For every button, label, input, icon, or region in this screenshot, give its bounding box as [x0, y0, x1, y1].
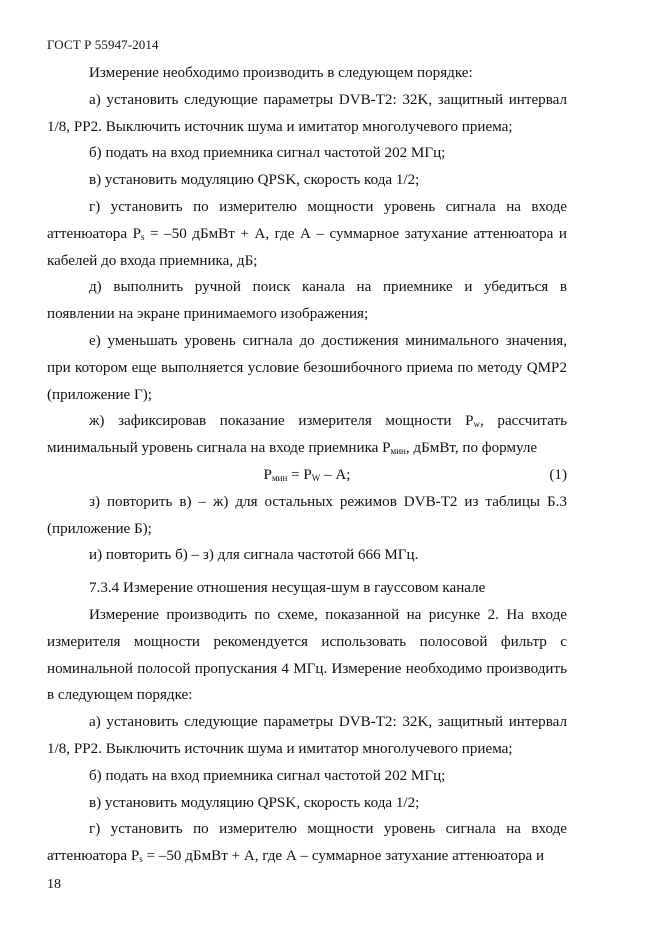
subscript-w: w — [473, 419, 481, 430]
document-body — [47, 60, 567, 870]
step-b-frequency: б) подать на вход приемника сигнал частотой 202 МГц; — [89, 145, 446, 162]
formula-rhs-tail: – А; — [320, 466, 351, 483]
step-g2-text-start: г) установить по измерителю мощности уровень сигнала на входе аттенюатора P — [47, 821, 567, 865]
step-z-repeat: з) повторить в) – ж) для остальных режимов DVB-T2 из таблицы Б.3 (приложение Б); — [47, 493, 567, 537]
step-g-signal-level-2 — [47, 816, 567, 870]
section-title: 7.3.4 Измерение отношения несущая-шум в гауссовом канале — [89, 580, 486, 597]
paragraph-scheme: Измерение производить по схеме, показанной на рисунке 2. На входе измерителя мощности рекомендуется использовать полосовой фильтр с номинальной полосой пропускания 4 МГц. Измерение необходимо производить в следующем порядке: — [47, 606, 567, 704]
step-e-reduce-level: е) уменьшать уровень сигнала до достижения минимального значения, при котором еще выполняется условие безошибочного приема по методу QMP2 (приложение Г); — [47, 332, 567, 403]
formula-1 — [47, 462, 567, 489]
step-b-frequency-2: б) подать на вход приемника сигнал частотой 202 МГц; — [89, 767, 446, 784]
subscript-s-2: s — [139, 854, 143, 865]
step-a-params: а) установить следующие параметры DVB-T2: 32K, защитный интервал 1/8, PP2. Выключить источник шума и имитатор многолучевого приема; — [47, 91, 567, 135]
step-c-modulation-2: в) установить модуляцию QPSK, скорость кода 1/2; — [89, 794, 420, 811]
step-zh-text-mid: , рассчитать минимальный уровень сигнала на входе приемника P — [47, 413, 567, 457]
step-g2-text-end: = –50 дБмВт + А, где А – суммарное затухание аттенюатора и — [142, 848, 545, 865]
step-zh-record — [47, 408, 567, 462]
formula-rhs-subscript: W — [311, 472, 321, 483]
subscript-s: s — [141, 231, 145, 242]
step-g-text-start: г) установить по измерителю мощности уровень сигнала на входе аттенюатора P — [47, 198, 567, 242]
step-d-channel-search: д) выполнить ручной поиск канала на приемнике и убедиться в появлении на экране принимаемого изображения; — [47, 279, 567, 323]
formula-expression — [264, 467, 351, 483]
formula-lhs: P — [263, 466, 272, 483]
subscript-min: мин — [390, 446, 406, 457]
step-zh-text-end: , дБмВт, по формуле — [405, 440, 538, 457]
formula-lhs-subscript: мин — [271, 472, 288, 483]
step-g-text-end: = –50 дБмВт + А, где А – суммарное затухание аттенюатора и кабелей до входа приемника, дБ; — [47, 225, 567, 269]
step-c-modulation: в) установить модуляцию QPSK, скорость кода 1/2; — [89, 172, 420, 189]
step-zh-text-start: ж) зафиксировав показание измерителя мощности P — [89, 413, 474, 430]
step-i-repeat: и) повторить б) – з) для сигнала частотой 666 МГц. — [89, 547, 419, 564]
page-number: 18 — [47, 877, 61, 892]
paragraph-intro: Измерение необходимо производить в следующем порядке: — [89, 65, 473, 81]
formula-number: (1) — [549, 466, 567, 483]
standard-header: ГОСТ Р 55947-2014 — [47, 37, 159, 52]
step-a-params-2: а) установить следующие параметры DVB-T2: 32K, защитный интервал 1/8, PP2. Выключить источник шума и имитатор многолучевого приема; — [47, 714, 567, 757]
step-g-signal-level — [47, 194, 567, 274]
formula-equals: = P — [287, 466, 312, 483]
